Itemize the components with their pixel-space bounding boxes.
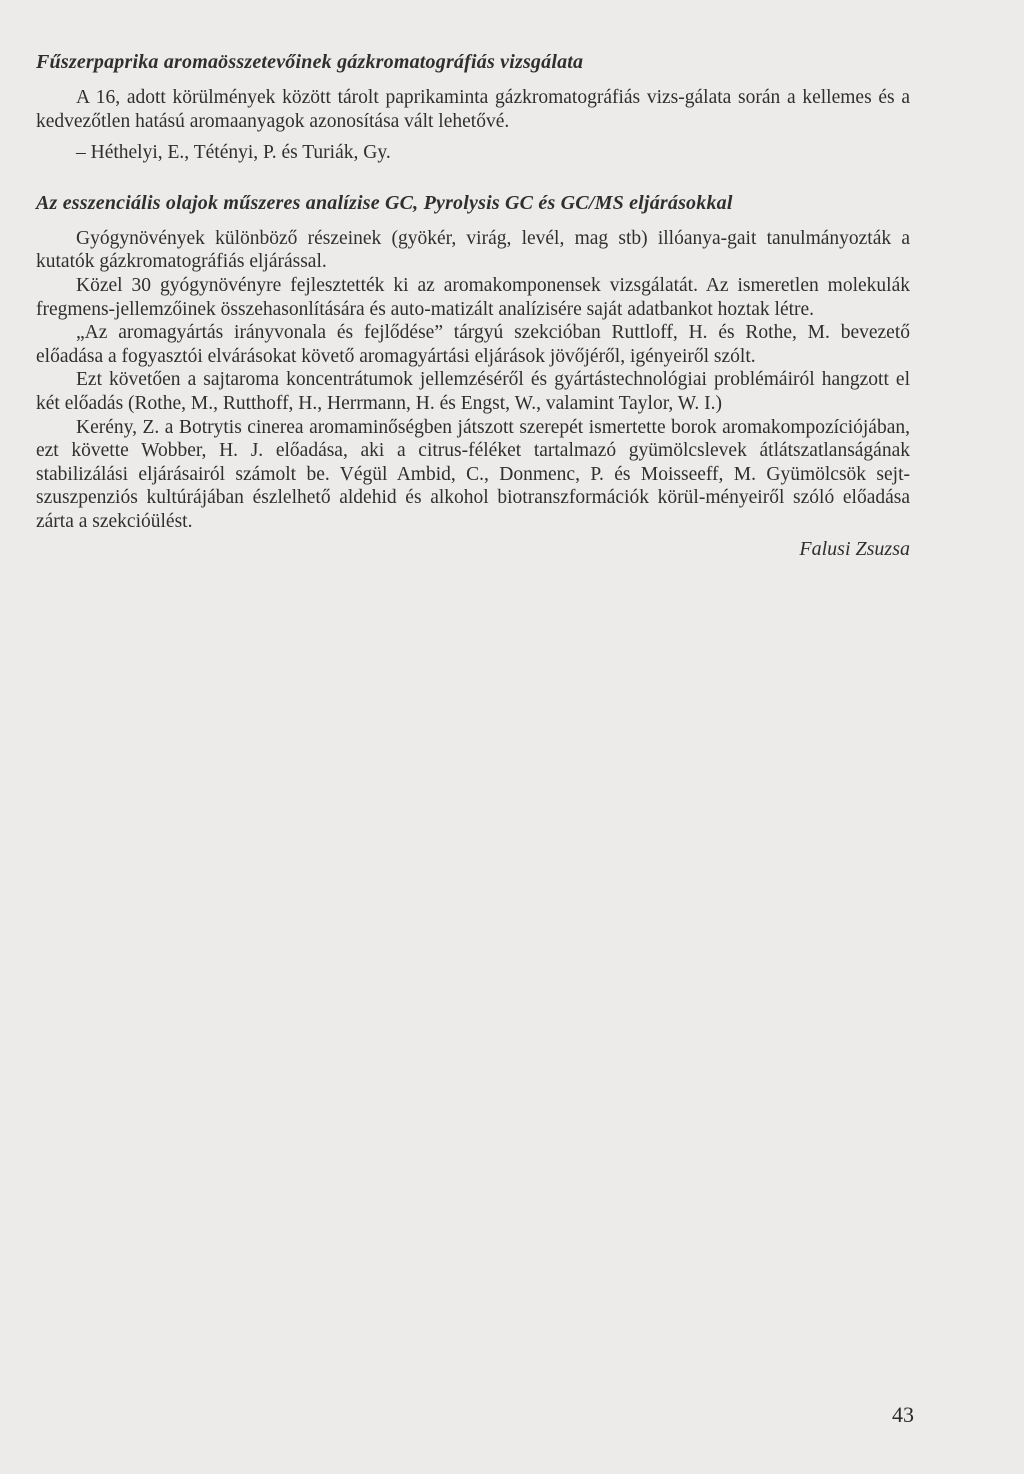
paragraph: Közel 30 gyógynövényre fejlesztették ki az aromakomponensek vizsgálatát. Az ismeretlen molekulák fregmens-jellemzőinek összehasonlítására és auto-matizált analízisére saját adatbankot hoztak létre. [36, 274, 910, 320]
section-paprika-aroma [36, 48, 910, 165]
section-essential-oils [36, 189, 910, 562]
section-title: Fűszerpaprika aromaösszetevőinek gázkromatográfiás vizsgálata [36, 51, 584, 73]
section-title: Az esszenciális olajok műszeres analízise GC, Pyrolysis GC és GC/MS eljárásokkal [36, 191, 733, 214]
document-page [36, 48, 910, 562]
paragraph: „Az aromagyártás irányvonala és fejlődése” tárgyú szekcióban Ruttloff, H. és Rothe, M. bevezető előadása a fogyasztói elvárásokat követő aromagyártási eljárások jövőjéről, igényeiről szólt. [36, 322, 910, 367]
paragraph: A 16, adott körülmények között tárolt paprikaminta gázkromatográfiás vizs-gálata során a kellemes és a kedvezőtlen hatású aromaanyagok azonosítása vált lehetővé. [36, 87, 910, 132]
paragraph: Kerény, Z. a Botrytis cinerea aromaminőségben játszott szerepét ismertette borok aromakompozíciójában, ezt követte Wobber, H. J. előadása, aki a citrus-féléket tartalmazó gyümölcslevek átlátszatlanságának stabilizálási eljárásairól számolt be. Végül Ambid, C., Donmenc, P. és Moisseeff, M. Gyümölcsök sejt-szuszpenziós kultúrájában észlelhető aldehid és alkohol biotranszformációk körül-ményeiről szóló előadása zárta a szekcióülést. [36, 416, 910, 532]
page-number: 43 [892, 1402, 914, 1427]
author-byline: – Héthelyi, E., Tétényi, P. és Turiák, Gy. [76, 142, 391, 164]
paragraph: Ezt követően a sajtaroma koncentrátumok jellemzéséről és gyártástechnológiai problémáiról hangzott el két előadás (Rothe, M., Rutthoff, H., Herrmann, H. és Engst, W., valamint Taylor, W. I.) [36, 369, 910, 414]
author-signature: Falusi Zsuzsa [799, 537, 910, 560]
paragraph: Gyógynövények különböző részeinek (gyökér, virág, levél, mag stb) illóanya-gait tanulmányozták a kutatók gázkromatográfiás eljárással. [36, 227, 910, 273]
